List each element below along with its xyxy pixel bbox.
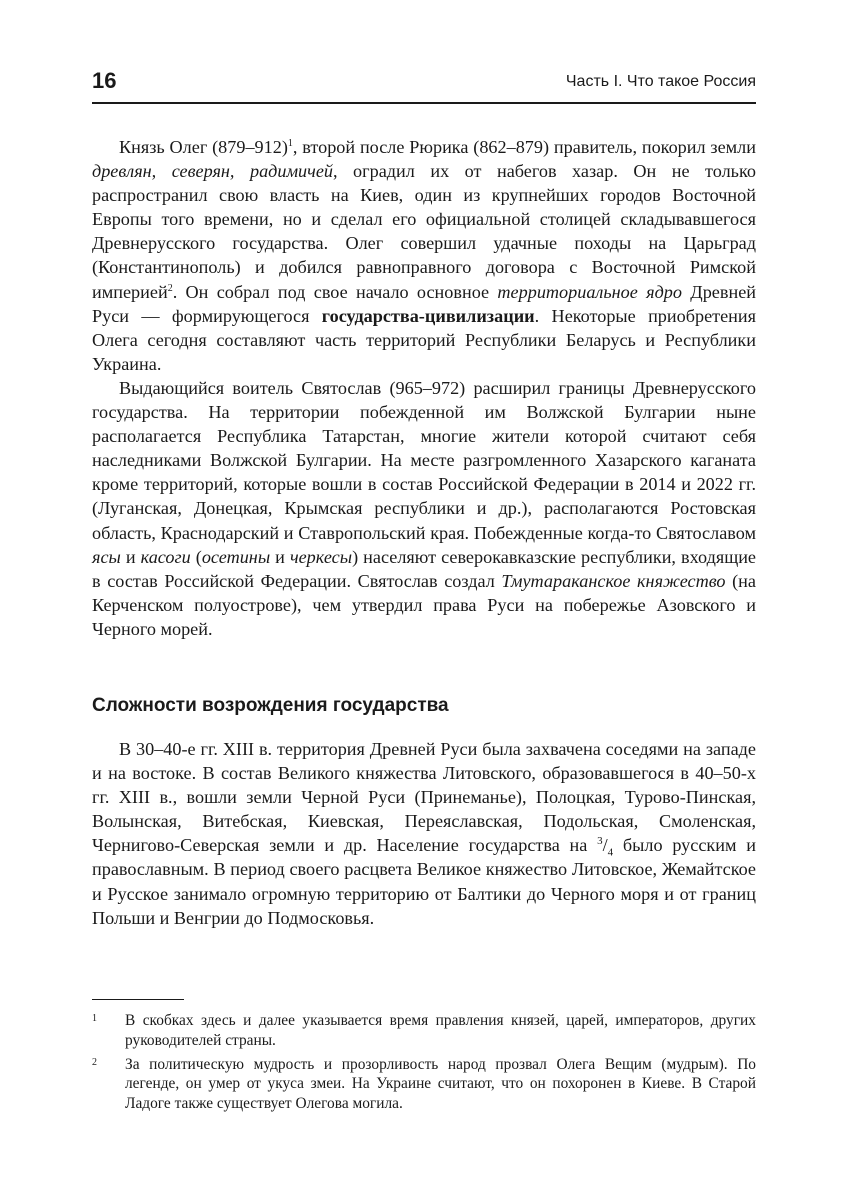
text-run: . Он собрал под свое начало основное: [172, 281, 498, 302]
text-run: и: [120, 546, 141, 567]
text-run: Князь Олег (879–912): [119, 137, 288, 157]
italic-term: ясы: [92, 546, 121, 567]
section-heading: Сложности возрождения государства: [92, 695, 449, 716]
footnote-text: В скобках здесь и далее указывается время правления князей, царей, императоров, других руководителей страны.: [125, 1012, 756, 1049]
italic-term: территориальное ядро: [497, 281, 682, 302]
text-run: (: [190, 546, 202, 567]
fraction-denominator: 4: [607, 847, 614, 860]
footnote-ref-1[interactable]: 1: [287, 137, 293, 149]
footnote-mark: 1: [92, 1013, 97, 1024]
text-run: Древней Руси — формирующегося: [92, 281, 757, 326]
text-run: ) населяют северокавказские республики, входящие в состав Российской Федерации. Святослав создал: [92, 546, 756, 591]
fraction-slash: /: [602, 835, 608, 856]
footnote-mark: 2: [92, 1056, 97, 1068]
italic-term: касоги: [140, 546, 191, 567]
text-run: , оградил их от набегов хазар. Он не только распространил свою власть на Киев, один из крупнейших городов Восточной Европы того времени, но и сделал его официальной столицей складывавшегося Древнерусского государства. Олег совершил удачные походы на Царьград (Константинополь) и добился равноправного договора с Восточной Римской империей: [92, 161, 756, 302]
text-run: Выдающийся воитель Святослав (965–972) расширил границы Древнерусского государства. На территории побежденной им Волжской Булгарии ныне располагается Республика Татарстан, многие жители которой считают себя наследниками Волжской Булгарии. На месте разгромленного Хазарского каганата кроме территорий, которые вошли в состав Российской Федерации в 2014 и 2022 гг. (Луганская, Донецкая, Крымская республики и др.), располагаются Ростовская область, Краснодарский и Ставропольский края. Побежденные когда-то Святославом: [92, 377, 756, 543]
section-text: [92, 737, 756, 930]
page-header: [92, 64, 756, 104]
fraction-three-quarters: [597, 835, 614, 860]
fraction-numerator: 3: [597, 835, 603, 848]
footnote-1: [92, 1011, 756, 1051]
paragraph-lithuania: [92, 737, 756, 930]
text-run: , второй после Рюрика (862–879) правитель, покорил земли: [292, 137, 756, 157]
italic-term: осетины: [201, 546, 271, 567]
footnotes: [92, 1011, 756, 1118]
paragraph-oleg: [92, 135, 756, 376]
text-run: и: [270, 546, 290, 567]
footnote-text: За политическую мудрость и прозорливость народ прозвал Олега Вещим (мудрым). По легенде, он умер от укуса змеи. На Украине считают, что он похоронен в Киеве. В Старой Ладоге также существует Олегова могила.: [125, 1055, 756, 1113]
header-rule: [92, 102, 756, 104]
page-number: 16: [92, 68, 117, 93]
text-run: (на Керченском полуострове), чем утвердил права Руси на побережье Азовского и Черного морей.: [92, 570, 756, 639]
text-run: было русским и православным. В период своего расцвета Великое княжество Литовское, Жемайтское и Русское занимало огромную территорию от Балтики до Черного моря и от границ Польши и Венгрии до Подмосковья.: [92, 835, 756, 928]
bold-term: государства-цивилизации: [321, 305, 535, 326]
text-run: . Некоторые приобретения Олега сегодня составляют часть территорий Республики Беларусь и Республики Украина.: [92, 305, 756, 374]
footnote-ref-2[interactable]: 2: [167, 282, 173, 294]
italic-term: Тмутараканское княжество: [501, 570, 726, 591]
italic-term: черкесы: [289, 546, 353, 567]
footnote-2: [92, 1055, 756, 1114]
main-text: [92, 135, 756, 641]
footnote-separator: [92, 999, 184, 1000]
paragraph-svyatoslav: [92, 376, 756, 641]
italic-term: древлян, северян, радимичей: [92, 161, 333, 182]
running-head: Часть I. Что такое Россия: [565, 73, 756, 90]
text-run: В 30–40-е гг. XIII в. территория Древней Руси была захвачена соседями на западе и на востоке. В состав Великого княжества Литовского, образовавшегося в 40–50-х гг. XIII в., вошли земли Черной Руси (Принеманье), Полоцкая, Турово-Пинская, Волынская, Витебская, Киевская, Переяславская, Подольская, Смоленская, Чернигово-Северская земли и др. Население государства на: [92, 739, 756, 856]
